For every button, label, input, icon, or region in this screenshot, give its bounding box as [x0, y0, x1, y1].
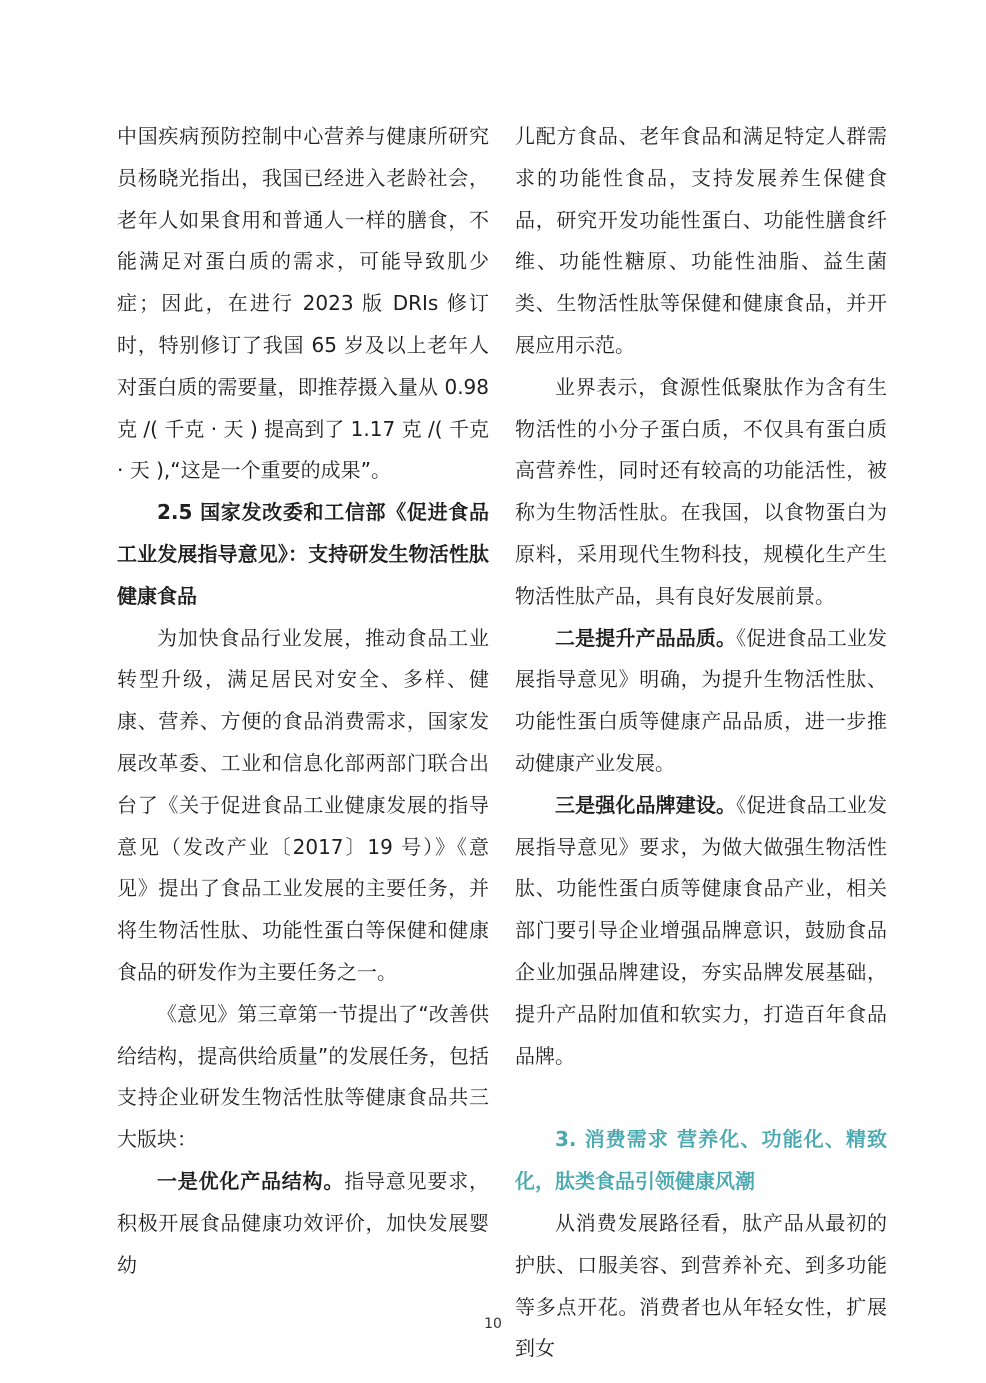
left-column: [117, 116, 489, 1286]
lead-brand-building: 三是强化品牌建设。: [555, 792, 737, 817]
paragraph-chapter-three: 《意见》第三章第一节提出了“改善供给结构，提高供给质量”的发展任务，包括支持企业研发生物活性肽等健康食品共三大版块：: [117, 1001, 489, 1152]
paragraph-yang-xiaoguang: 中国疾病预防控制中心营养与健康所研究员杨晓光指出，我国已经进入老龄社会，老年人如果食用和普通人一样的膳食，不能满足对蛋白质的需求，可能导致肌少症；因此，在进行 2023 版 DRIs 修订时，特别修订了我国 65 岁及以上老年人对蛋白质的需要量，即推荐摄入量从 0.98 克 /( 千克 · 天 ) 提高到了 1.17 克 /( 千克 · 天 ),“这是一个重要的成果”。: [117, 124, 489, 483]
paragraph-brand-building: [515, 785, 887, 1078]
paragraph-industry-view: 业界表示，食源性低聚肽作为含有生物活性的小分子蛋白质，不仅具有蛋白质高营养性，同时还有较高的功能活性，被称为生物活性肽。在我国，以食物蛋白为原料，采用现代生物科技，规模化生产生物活性肽产品，具有良好发展前景。: [515, 374, 887, 608]
heading-2-5: 2.5 国家发改委和工信部《促进食品工业发展指导意见》：支持研发生物活性肽健康食品: [117, 500, 489, 608]
page-number: 10: [484, 1316, 502, 1332]
right-column: [515, 116, 887, 1370]
body-optimize-structure: 指导意见要求，积极开展食品健康功效评价，加快发展婴幼: [117, 1168, 490, 1277]
section-heading-3: 3. 消费需求 营养化、功能化、精致化，肽类食品引领健康风潮: [515, 1127, 887, 1194]
body-brand-building: 《促进食品工业发展指导意见》要求，为做大做强生物活性肽、功能性蛋白质等健康食品产业，相关部门要引导企业增强品牌意识，鼓励食品企业加强品牌建设，夯实品牌发展基础，提升产品附加值和软实力，打造百年食品品牌。: [515, 792, 887, 1068]
paragraph-consumption-path: 从消费发展路径看，肽产品从最初的护肤、口服美容、到营养补充、到多功能等多点开花。消费者也从年轻女性，扩展到女: [515, 1210, 887, 1361]
paragraph-improve-quality: [515, 618, 887, 785]
paragraph-functional-foods: 儿配方食品、老年食品和满足特定人群需求的功能性食品，支持发展养生保健食品，研究开发功能性蛋白、功能性膳食纤维、功能性糖原、功能性油脂、益生菌类、生物活性肽等保健和健康食品，并开展应用示范。: [515, 124, 887, 357]
paragraph-guidance-background: 为加快食品行业发展，推动食品工业转型升级，满足居民对安全、多样、健康、营养、方便的食品消费需求，国家发展改革委、工业和信息化部两部门联合出台了《关于促进食品工业健康发展的指导意见（发改产业〔2017〕19 号）》《意见》提出了食品工业发展的主要任务，并将生物活性肽、功能性蛋白等保健和健康食品的研发作为主要任务之一。: [117, 625, 489, 984]
lead-improve-quality: 二是提升产品品质。: [555, 625, 737, 650]
lead-optimize-structure: 一是优化产品结构。: [157, 1168, 345, 1193]
body-improve-quality: 《促进食品工业发展指导意见》明确，为提升生物活性肽、功能性蛋白质等健康产品品质，进一步推动健康产业发展。: [515, 625, 887, 775]
paragraph-optimize-structure: [117, 1161, 489, 1286]
